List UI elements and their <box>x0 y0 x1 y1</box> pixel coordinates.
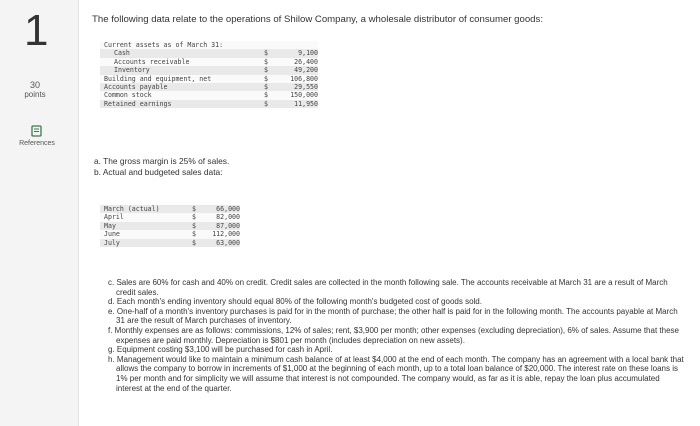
table-row: Inventory $ 49,200 <box>100 66 318 74</box>
references-button[interactable] <box>14 124 60 147</box>
assumptions-list <box>108 278 688 393</box>
table-row: Cash $ 9,100 <box>100 49 318 57</box>
table-row: May $ 87,000 <box>100 222 240 230</box>
question-number: 1 <box>24 6 49 55</box>
table-row: Accounts receivable $ 26,400 <box>114 57 318 66</box>
balance-header-row <box>100 41 318 49</box>
sales-table <box>100 205 240 247</box>
table-row: Accounts payable $ 29,550 <box>100 83 318 91</box>
note-b: b. Actual and budgeted sales data: <box>94 167 223 177</box>
question-sidebar <box>0 0 79 426</box>
table-row: Building and equipment, net $ 106,800 <box>104 74 318 83</box>
list-item: e. One-half of a month's inventory purchases is paid for in the month of purchase; the other half is paid for in the following month. The accounts payable at March 31 are the result of March purchases of inventory. <box>108 306 678 326</box>
list-item: f. Monthly expenses are as follows: commissions, 12% of sales; rent, $3,900 per month; other expenses (excluding depreciation), 6% of sales. Assume that these expenses are paid monthly. Depreciation is $801 per month (includes depreciation on new assets). <box>108 325 679 345</box>
list-item: d. Each month's ending inventory should equal 80% of the following month's budgeted cost of goods sold. <box>108 297 482 307</box>
table-row: Retained earnings $ 11,950 <box>100 100 318 108</box>
list-item: g. Equipment costing $3,100 will be purchased for cash in April. <box>108 345 333 355</box>
table-row: July $ 63,000 <box>100 239 240 247</box>
book-icon <box>30 124 44 138</box>
table-row: April $ 82,000 <box>104 213 240 222</box>
table-row: Common stock $ 150,000 <box>104 91 318 100</box>
list-item: h. Management would like to maintain a minimum cash balance of at least $4,000 at the end of each month. The company has an agreement with a local bank that allows the company to borrow in increments of $1,000 at the beginning of each month, up to a total loan balance of $20,000. The interest rate on these loans is 1% per month and for simplicity we will assume that interest is not compounded. The company would, as far as it is able, repay the loan plus accumulated interest at the end of the quarter. <box>108 354 684 393</box>
points-info <box>20 80 50 100</box>
balance-table <box>100 41 318 108</box>
points-label: points <box>24 90 46 99</box>
list-item: c. Sales are 60% for cash and 40% on credit. Credit sales are collected in the month following sale. The accounts receivable at March 31 are a result of March credit sales. <box>108 278 668 297</box>
table-row: March (actual) $ 66,000 <box>100 205 240 213</box>
points-value: 30 <box>29 80 40 90</box>
note-a: a. The gross margin is 25% of sales. <box>94 156 230 166</box>
table-row: June $ 112,000 <box>104 230 240 239</box>
balance-header: Current assets as of March 31: <box>104 41 224 49</box>
question-intro: The following data relate to the operations of Shilow Company, a wholesale distributor of consumer goods: <box>92 14 543 25</box>
references-label: References <box>19 140 55 147</box>
